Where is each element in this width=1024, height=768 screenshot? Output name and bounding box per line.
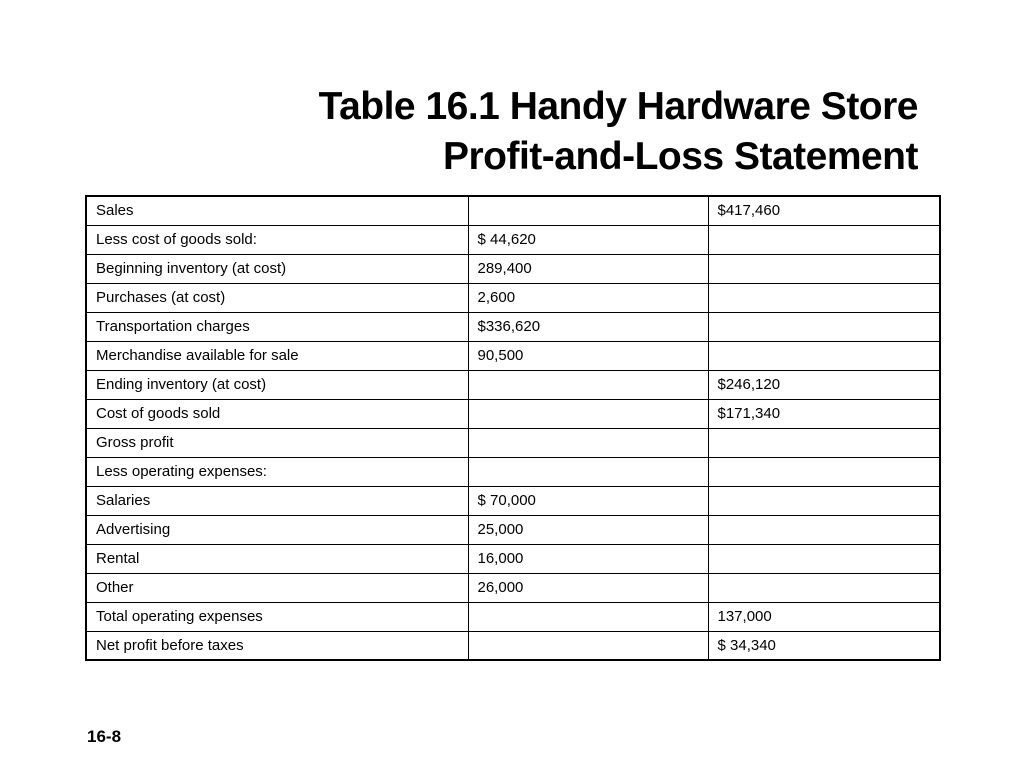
total-cell [708, 486, 940, 515]
table-row [86, 196, 940, 225]
row-label: Rental [86, 544, 468, 573]
title-line-2: Profit-and-Loss Statement [442, 135, 918, 178]
total-cell [708, 428, 940, 457]
title-line-1: Table 16.1 Handy Hardware Store [318, 85, 918, 128]
table-row [86, 428, 940, 457]
subtotal-cell: 16,000 [468, 544, 708, 573]
total-cell [708, 573, 940, 602]
table-row [86, 631, 940, 660]
subtotal-cell: $ 70,000 [468, 486, 708, 515]
subtotal-cell [468, 602, 708, 631]
page-number: 16-8 [87, 727, 122, 746]
row-label: Total operating expenses [86, 602, 468, 631]
row-label: Transportation charges [86, 312, 468, 341]
subtotal-cell: 289,400 [468, 254, 708, 283]
table-row [86, 486, 940, 515]
total-cell [708, 225, 940, 254]
row-label: Less operating expenses: [86, 457, 468, 486]
total-cell [708, 312, 940, 341]
subtotal-cell [468, 370, 708, 399]
subtotal-cell [468, 399, 708, 428]
total-cell [708, 283, 940, 312]
row-label: Less cost of goods sold: [86, 225, 468, 254]
subtotal-cell: 90,500 [468, 341, 708, 370]
table-row [86, 254, 940, 283]
total-cell [708, 515, 940, 544]
total-cell [708, 254, 940, 283]
slide-title [319, 82, 918, 182]
table-row [86, 544, 940, 573]
subtotal-cell: $ 44,620 [468, 225, 708, 254]
profit-loss-table [85, 195, 941, 661]
table-row [86, 457, 940, 486]
subtotal-cell [468, 428, 708, 457]
subtotal-cell: 2,600 [468, 283, 708, 312]
row-label: Gross profit [86, 428, 468, 457]
row-label: Advertising [86, 515, 468, 544]
total-cell: $171,340 [708, 399, 940, 428]
table-row [86, 515, 940, 544]
total-cell: $417,460 [708, 196, 940, 225]
subtotal-cell: 25,000 [468, 515, 708, 544]
subtotal-cell [468, 196, 708, 225]
total-cell: 137,000 [708, 602, 940, 631]
subtotal-cell [468, 631, 708, 660]
row-label: Other [86, 573, 468, 602]
row-label: Salaries [86, 486, 468, 515]
row-label: Cost of goods sold [86, 399, 468, 428]
total-cell: $ 34,340 [708, 631, 940, 660]
table-row [86, 312, 940, 341]
subtotal-cell [468, 457, 708, 486]
table-row [86, 370, 940, 399]
total-cell [708, 341, 940, 370]
row-label: Sales [86, 196, 468, 225]
table-row [86, 602, 940, 631]
total-cell [708, 457, 940, 486]
row-label: Purchases (at cost) [86, 283, 468, 312]
subtotal-cell: $336,620 [468, 312, 708, 341]
row-label: Ending inventory (at cost) [86, 370, 468, 399]
row-label: Net profit before taxes [86, 631, 468, 660]
row-label: Merchandise available for sale [86, 341, 468, 370]
subtotal-cell: 26,000 [468, 573, 708, 602]
table-row [86, 573, 940, 602]
table-row [86, 225, 940, 254]
table-row [86, 399, 940, 428]
table-row [86, 341, 940, 370]
row-label: Beginning inventory (at cost) [86, 254, 468, 283]
total-cell [708, 544, 940, 573]
table-row [86, 283, 940, 312]
total-cell: $246,120 [708, 370, 940, 399]
